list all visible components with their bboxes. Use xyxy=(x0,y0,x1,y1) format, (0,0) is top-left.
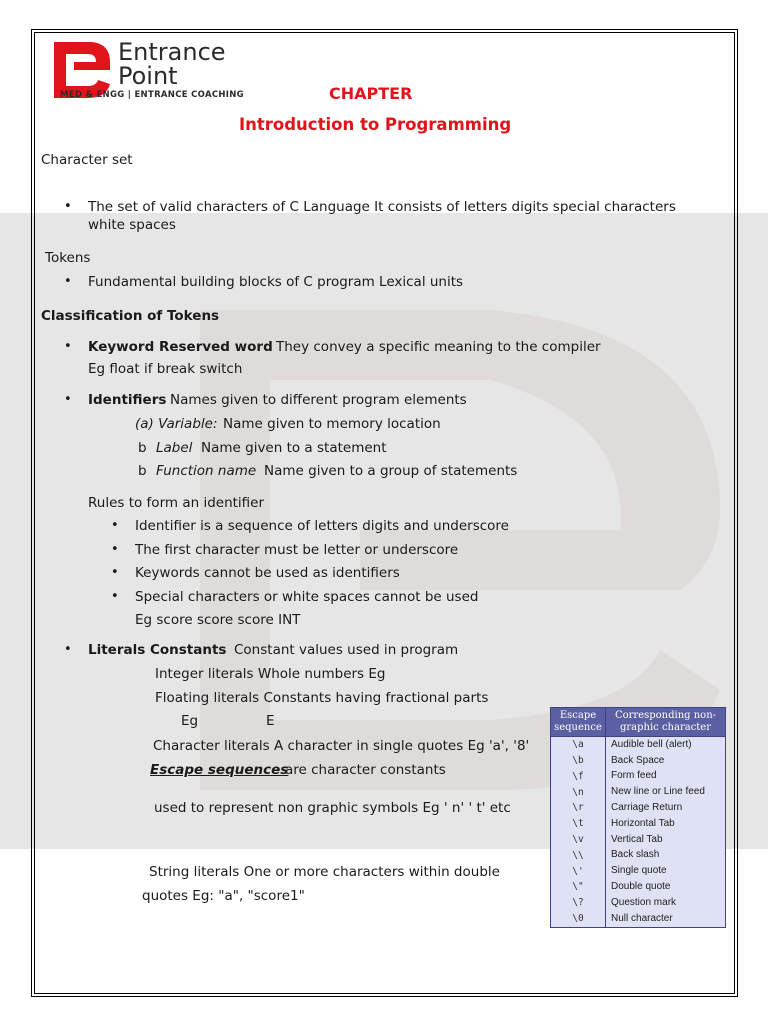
keyword-label: Keyword Reserved word xyxy=(88,339,273,355)
bullet: • xyxy=(64,339,72,354)
escape-sequences-desc: are character constants xyxy=(285,762,446,778)
floating-eg: Eg xyxy=(181,713,199,729)
escape-desc: Back slash xyxy=(606,848,726,864)
chapter-title: Introduction to Programming xyxy=(239,115,512,134)
bullet: • xyxy=(111,518,119,533)
escape-code: \n xyxy=(551,784,606,800)
table-row xyxy=(551,895,726,911)
character-literals: Character literals A character in single quotes Eg 'a', '8' xyxy=(153,738,530,754)
function-desc: Name given to a group of statements xyxy=(264,463,518,479)
bullet: • xyxy=(111,565,119,580)
function-prefix: b xyxy=(138,463,147,479)
charset-line2: white spaces xyxy=(88,217,176,233)
charset-heading: Character set xyxy=(41,152,133,168)
chapter-label: CHAPTER xyxy=(329,84,413,103)
bullet: • xyxy=(64,274,72,289)
logo-name-line1: Entrance xyxy=(118,38,226,66)
escape-used-line: used to represent non graphic symbols Eg ' n' ' t' etc xyxy=(154,800,511,816)
label-desc: Name given to a statement xyxy=(201,440,387,456)
escape-desc: Single quote xyxy=(606,863,726,879)
escape-desc: Carriage Return xyxy=(606,800,726,816)
string-literals-line2: quotes Eg: "a", "score1" xyxy=(142,888,305,904)
table-row xyxy=(551,769,726,785)
escape-desc: Double quote xyxy=(606,879,726,895)
rule-item: Keywords cannot be used as identifiers xyxy=(135,565,400,581)
keyword-eg: Eg float if break switch xyxy=(88,361,243,377)
classification-heading: Classification of Tokens xyxy=(41,308,220,324)
escape-code: \b xyxy=(551,753,606,769)
rules-eg: Eg score score score INT xyxy=(135,612,301,628)
bullet: • xyxy=(64,199,72,214)
table-row xyxy=(551,848,726,864)
escape-code: \\ xyxy=(551,848,606,864)
escape-desc: Form feed xyxy=(606,769,726,785)
integer-literals: Integer literals Whole numbers Eg xyxy=(155,666,386,682)
charset-line1: The set of valid characters of C Language It consists of letters digits special characters xyxy=(88,199,676,215)
table-row xyxy=(551,737,726,753)
table-row xyxy=(551,800,726,816)
escape-code: \' xyxy=(551,863,606,879)
table-header-row xyxy=(551,708,726,737)
table-row xyxy=(551,863,726,879)
escape-code: \a xyxy=(551,737,606,753)
escape-code: \f xyxy=(551,769,606,785)
logo-tagline: MED & ENGG | ENTRANCE COACHING xyxy=(60,90,244,100)
rule-item: The first character must be letter or underscore xyxy=(135,542,459,558)
escape-desc: New line or Line feed xyxy=(606,784,726,800)
bullet: • xyxy=(64,642,72,657)
escape-desc: Null character xyxy=(606,911,726,927)
escape-desc: Horizontal Tab xyxy=(606,816,726,832)
literals-label: Literals Constants xyxy=(88,642,227,658)
escape-desc: Vertical Tab xyxy=(606,832,726,848)
rule-item: Special characters or white spaces cannot be used xyxy=(135,589,479,605)
floating-literals: Floating literals Constants having fractional parts xyxy=(155,690,489,706)
literals-desc: Constant values used in program xyxy=(234,642,459,658)
escape-desc: Question mark xyxy=(606,895,726,911)
bullet: • xyxy=(111,589,119,604)
escape-code: \r xyxy=(551,800,606,816)
tokens-heading: Tokens xyxy=(45,250,91,266)
escape-code: \" xyxy=(551,879,606,895)
table-row xyxy=(551,879,726,895)
escape-desc: Audible bell (alert) xyxy=(606,737,726,753)
tokens-line: Fundamental building blocks of C program Lexical units xyxy=(88,274,464,290)
bullet: • xyxy=(111,542,119,557)
logo-name-line2: Point xyxy=(118,62,178,90)
function-label: Function name xyxy=(156,463,257,479)
escape-code: \v xyxy=(551,832,606,848)
escape-desc: Back Space xyxy=(606,753,726,769)
escape-sequence-table xyxy=(550,707,726,928)
escape-code: \0 xyxy=(551,911,606,927)
bullet: • xyxy=(64,392,72,407)
table-row xyxy=(551,753,726,769)
rules-heading: Rules to form an identifier xyxy=(88,495,265,511)
label-prefix: b xyxy=(138,440,147,456)
table-row xyxy=(551,911,726,927)
identifiers-label: Identifiers xyxy=(88,392,167,408)
table-header-description: Corresponding non-graphic character xyxy=(606,708,726,737)
rule-item: Identifier is a sequence of letters digits and underscore xyxy=(135,518,509,534)
escape-code: \t xyxy=(551,816,606,832)
floating-eg-exp: E xyxy=(266,713,275,729)
label-label: Label xyxy=(156,440,193,456)
table-header-escape: Escape sequence xyxy=(551,708,606,737)
variable-desc: Name given to memory location xyxy=(223,416,441,432)
table-row xyxy=(551,816,726,832)
string-literals-line1: String literals One or more characters within double xyxy=(149,864,500,880)
table-row xyxy=(551,832,726,848)
escape-code: \? xyxy=(551,895,606,911)
identifiers-desc: Names given to different program elements xyxy=(170,392,467,408)
escape-sequences-label: Escape sequences xyxy=(150,762,289,778)
keyword-desc: They convey a specific meaning to the compiler xyxy=(276,339,601,355)
variable-label: (a) Variable: xyxy=(135,416,218,432)
table-row xyxy=(551,784,726,800)
